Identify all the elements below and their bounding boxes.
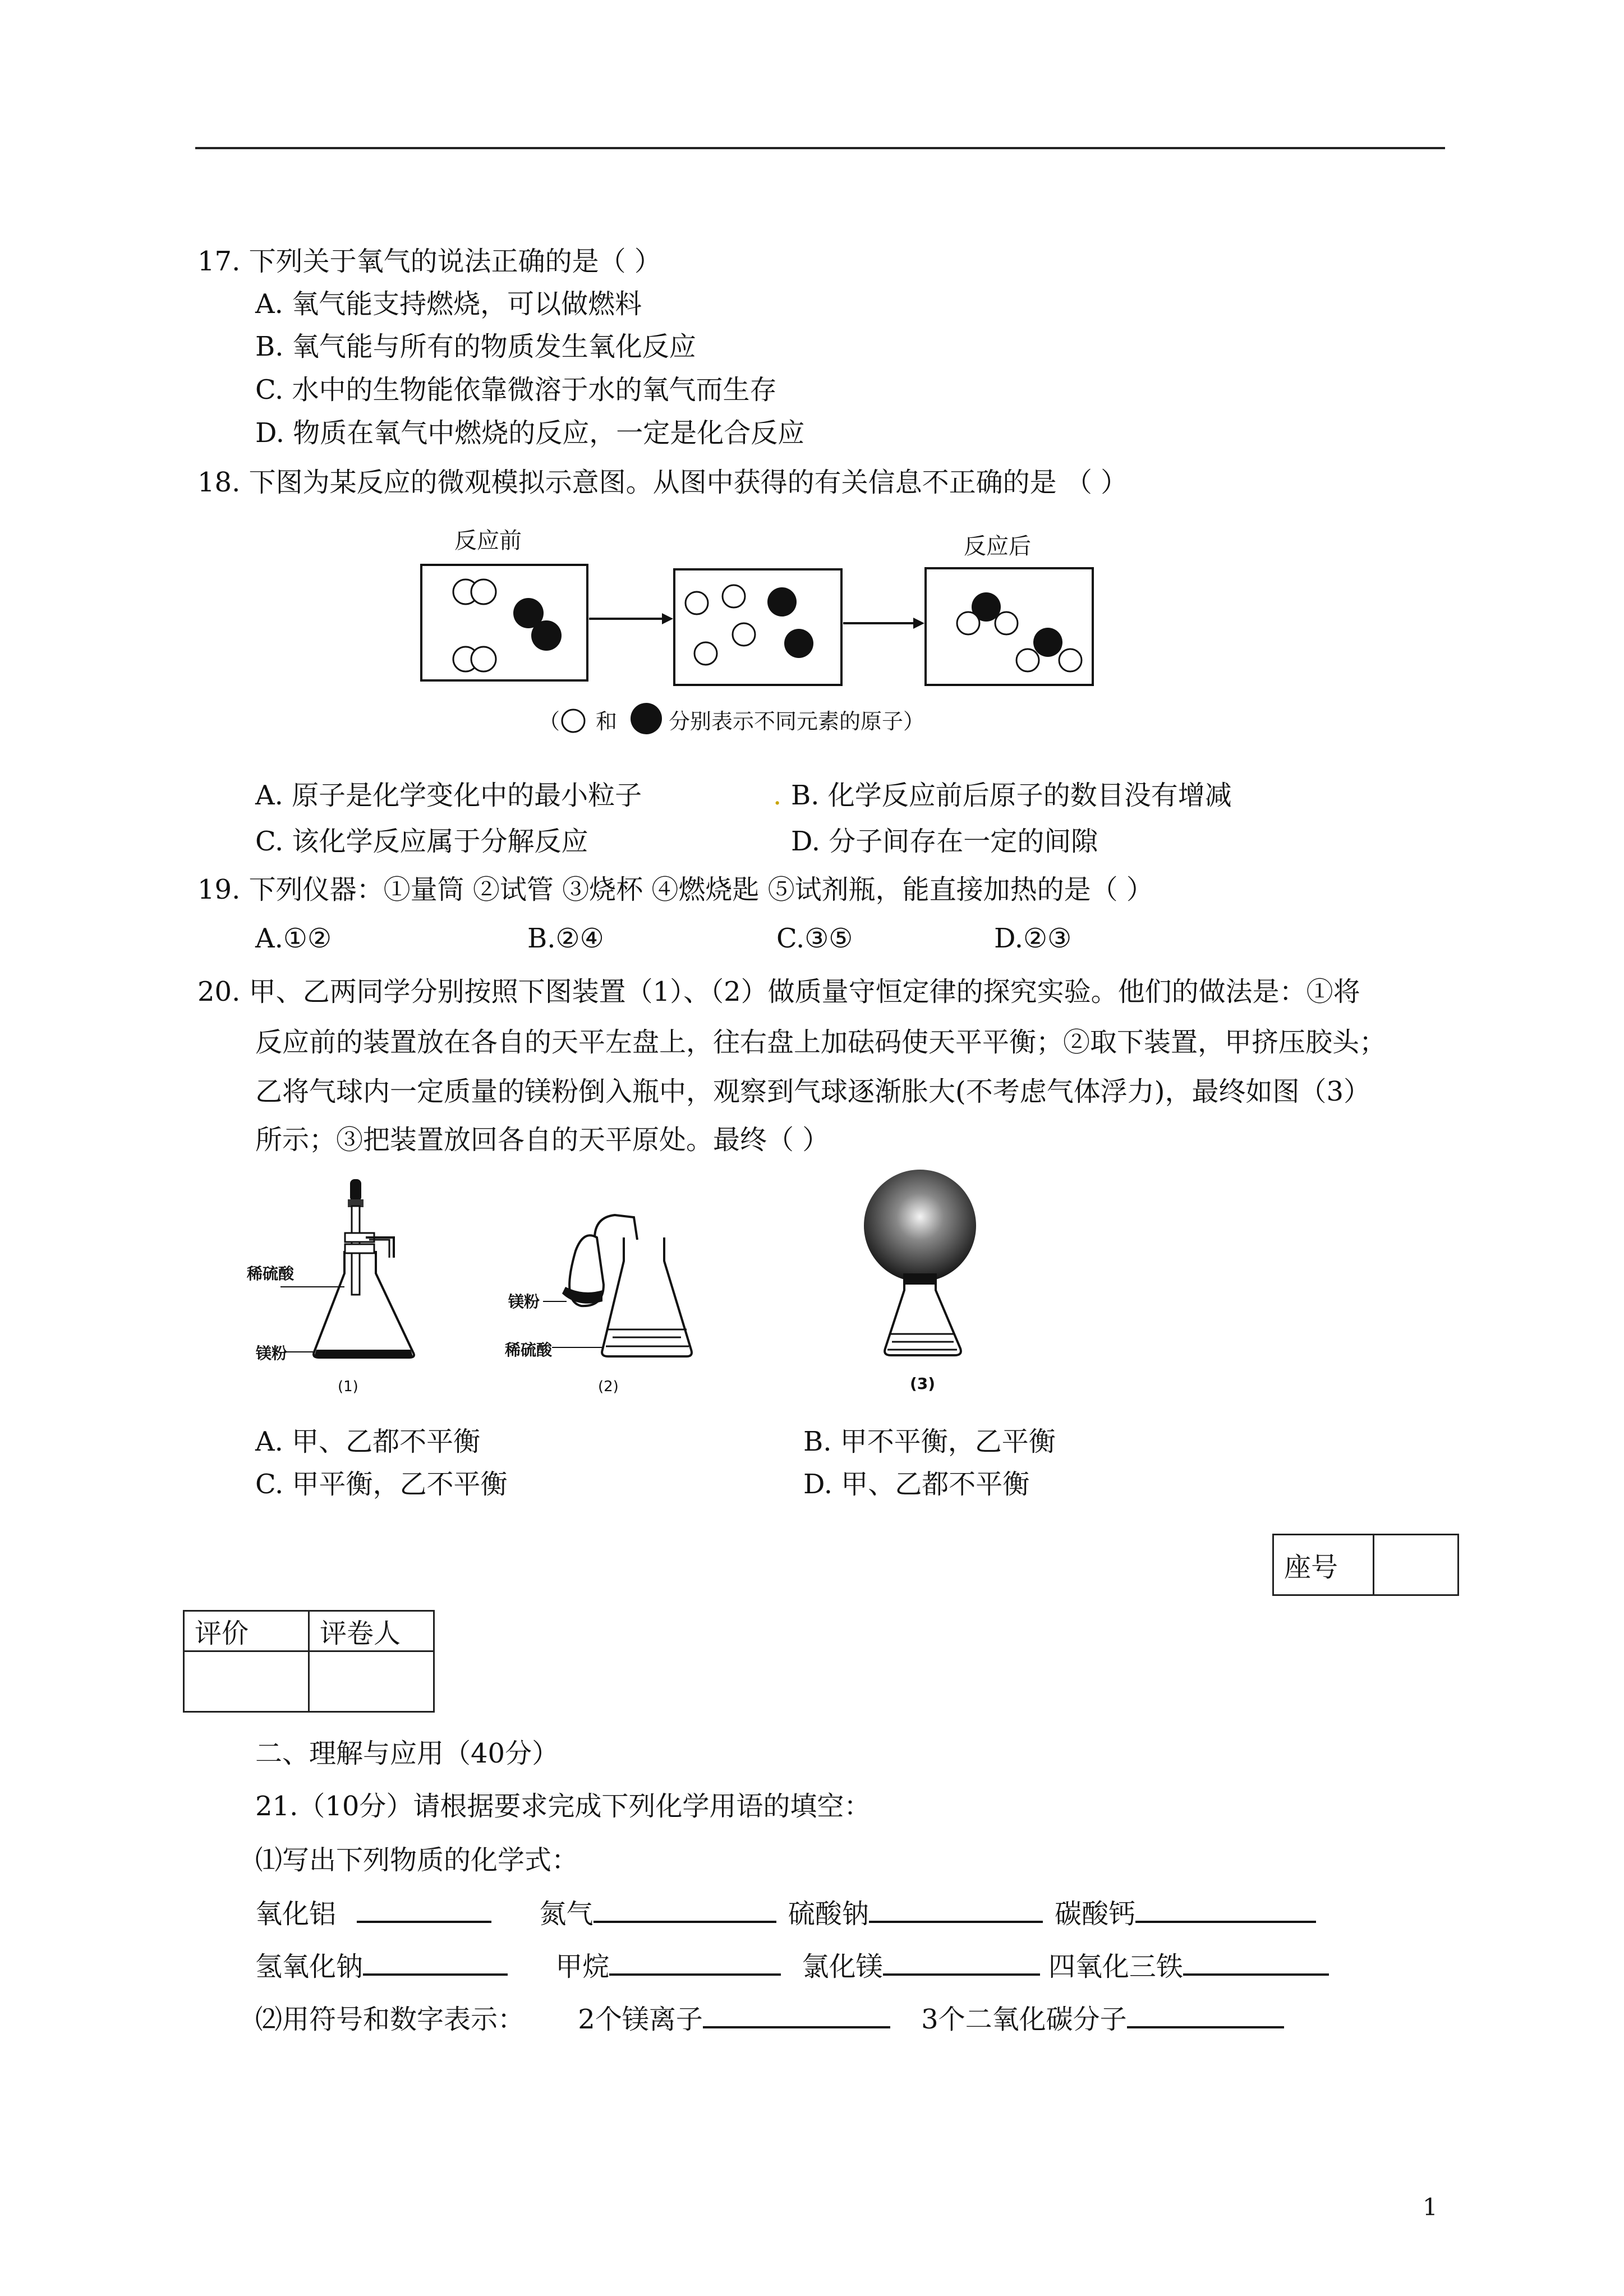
atom-black	[1033, 628, 1062, 657]
q21-stem: 21.（10分）请根据要求完成下列化学用语的填空：	[255, 1791, 871, 1822]
section2-title: 二、理解与应用（40分）	[255, 1738, 559, 1769]
q21-part1: ⑴写出下列物质的化学式：	[255, 1844, 579, 1876]
legend-suffix: 分别表示不同元素的原子）	[669, 709, 925, 734]
seat-value[interactable]	[1374, 1535, 1459, 1595]
atom-white	[995, 612, 1018, 634]
legend-prefix: （	[539, 709, 560, 734]
q19-option-a: A.①②	[255, 923, 332, 954]
q18-option-b: B. 化学反应前后原子的数目没有增减	[791, 780, 1232, 811]
q18-option-c: C. 该化学反应属于分解反应	[255, 826, 588, 857]
atom-black	[767, 587, 797, 616]
q19-stem: 19. 下列仪器：①量筒 ②试管 ③烧杯 ④燃烧匙 ⑤试剂瓶，能直接加热的是（ ）	[197, 874, 1153, 905]
atom-white	[1016, 649, 1039, 671]
label-co2-molecules: 3个二氧化碳分子	[921, 2004, 1127, 2035]
q17-option-b: B. 氧气能与所有的物质发生氧化反应	[255, 331, 696, 362]
q20-stem-line3: 乙将气球内一定质量的镁粉倒入瓶中，观察到气球逐渐胀大(不考虑气体浮力)，最终如图（3）	[255, 1076, 1370, 1107]
q19-option-c: C.③⑤	[776, 923, 853, 954]
label-calcium-carbonate: 碳酸钙	[1055, 1898, 1136, 1930]
box-middle	[674, 569, 841, 685]
q18-option-a: A. 原子是化学变化中的最小粒子	[255, 780, 642, 811]
blank-co2-molecules[interactable]	[1127, 2003, 1284, 2028]
reaction-diagram	[415, 519, 1139, 754]
legend-and: 和	[596, 709, 618, 734]
q20-option-a: A. 甲、乙都不平衡	[255, 1426, 481, 1457]
atom-white	[733, 623, 755, 646]
q19-option-b: B.②④	[527, 923, 604, 954]
grading-col-grader: 评卷人	[309, 1611, 434, 1651]
grading-grader-cell[interactable]	[309, 1651, 434, 1712]
q20-stem-line4: 所示；③把装置放回各自的天平原处。最终（ ）	[255, 1124, 830, 1156]
svg-text:(2): (2)	[598, 1378, 619, 1395]
q18-option-d: D. 分子间存在一定的间隙	[791, 826, 1098, 857]
mark-dot: .	[773, 780, 782, 811]
atom-white	[694, 642, 717, 665]
q20-stem-line2: 反应前的装置放在各自的天平左盘上，往右盘上加砝码使天平平衡；②取下装置，甲挤压胶头；	[255, 1027, 1387, 1058]
q20-option-c: C. 甲平衡，乙不平衡	[255, 1469, 508, 1500]
q21-row2	[255, 1950, 1329, 1982]
blank-iron-oxide[interactable]	[1183, 1950, 1329, 1976]
label-after: 反应后	[964, 533, 1031, 559]
q18-stem: 18. 下图为某反应的微观模拟示意图。从图中获得的有关信息不正确的是 （ ）	[197, 467, 1128, 498]
atom-white	[471, 579, 496, 604]
atom-black	[531, 620, 562, 651]
blank-magnesium-chloride[interactable]	[883, 1950, 1040, 1976]
label-mg-ions: 2个镁离子	[578, 2004, 703, 2035]
blank-sodium-hydroxide[interactable]	[363, 1950, 508, 1976]
blank-sodium-sulfate[interactable]	[869, 1897, 1043, 1923]
q17-option-c: C. 水中的生物能依靠微溶于水的氧气而生存	[255, 374, 777, 406]
blank-calcium-carbonate[interactable]	[1135, 1897, 1316, 1923]
svg-text:(3): (3)	[910, 1374, 936, 1393]
seat-label: 座号	[1273, 1535, 1374, 1595]
blank-aluminum-oxide[interactable]	[357, 1897, 491, 1923]
svg-text:镁粉: 镁粉	[256, 1344, 288, 1363]
atom-black	[784, 629, 813, 658]
header-rule	[195, 147, 1445, 149]
svg-text:稀硫酸: 稀硫酸	[247, 1264, 295, 1283]
legend-white-atom	[562, 710, 585, 732]
q19-option-d: D.②③	[994, 923, 1072, 954]
label-aluminum-oxide: 氧化铝	[255, 1898, 337, 1930]
q21-part2-row	[255, 2003, 1284, 2035]
label-sodium-hydroxide: 氢氧化钠	[255, 1951, 364, 1982]
label-before: 反应前	[454, 528, 522, 554]
q20-option-d: D. 甲、乙都不平衡	[803, 1469, 1030, 1500]
seat-number-box	[1272, 1534, 1459, 1596]
svg-text:(1): (1)	[338, 1378, 358, 1395]
grading-table	[183, 1610, 435, 1713]
q17-stem: 17. 下列关于氧气的说法正确的是（ ）	[197, 246, 661, 277]
atom-white	[957, 612, 979, 634]
q20-stem-line1: 20. 甲、乙两同学分别按照下图装置（1）、（2）做质量守恒定律的探究实验。他们的做法是：①将	[197, 976, 1360, 1007]
apparatus-figure	[247, 1167, 1043, 1414]
q21-row1	[255, 1897, 1316, 1930]
box-before	[421, 565, 587, 680]
grading-eval-cell[interactable]	[184, 1651, 309, 1712]
label-iron-oxide: 四氧化三铁	[1048, 1951, 1183, 1982]
blank-methane[interactable]	[609, 1950, 781, 1976]
grading-col-eval: 评价	[184, 1611, 309, 1651]
atom-white	[1059, 649, 1082, 671]
label-magnesium-chloride: 氯化镁	[802, 1951, 883, 1982]
apparatus-3	[864, 1170, 976, 1393]
svg-text:稀硫酸: 稀硫酸	[505, 1341, 553, 1359]
q21-part2: ⑵用符号和数字表示：	[255, 2004, 525, 2035]
blank-nitrogen[interactable]	[594, 1897, 776, 1923]
page-number: 1	[1423, 2193, 1438, 2221]
apparatus-1	[247, 1179, 414, 1395]
apparatus-2	[504, 1215, 692, 1395]
svg-text:镁粉: 镁粉	[508, 1292, 540, 1311]
atom-white	[686, 592, 708, 614]
atom-white	[723, 585, 745, 608]
label-nitrogen: 氮气	[539, 1898, 594, 1930]
blank-mg-ions[interactable]	[703, 2003, 890, 2028]
label-methane: 甲烷	[555, 1951, 610, 1982]
q17-option-d: D. 物质在氧气中燃烧的反应，一定是化合反应	[255, 417, 805, 449]
q20-option-b: B. 甲不平衡，乙平衡	[803, 1426, 1056, 1457]
atom-white	[471, 647, 496, 671]
q17-option-a: A. 氧气能支持燃烧，可以做燃料	[255, 288, 642, 320]
label-sodium-sulfate: 硫酸钠	[788, 1898, 869, 1930]
legend-black-atom	[631, 703, 662, 734]
